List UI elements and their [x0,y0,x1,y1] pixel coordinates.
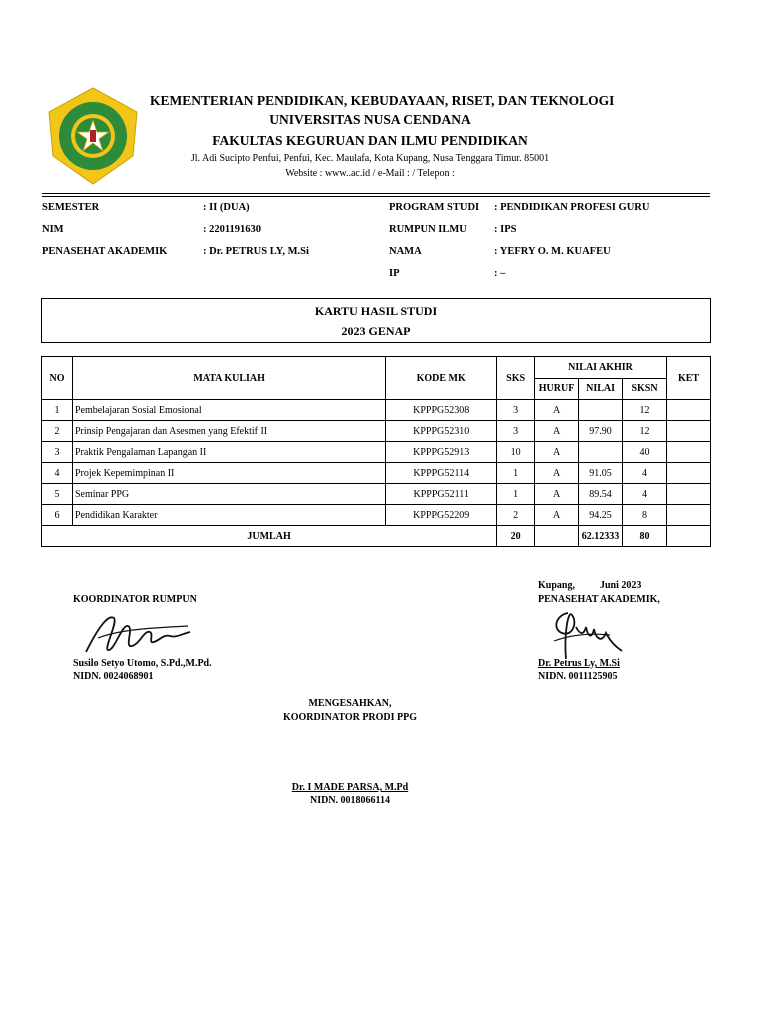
row-code: KPPPG52308 [386,400,497,421]
semester-value: : II (DUA) [203,202,250,213]
row-score [579,400,623,421]
ministry-title: KEMENTERIAN PENDIDIKAN, KEBUDAYAAN, RISET, DAN TEKNOLOGI [150,93,615,108]
program-label: PROGRAM STUDI [389,202,480,213]
total-score: 62.12333 [579,526,623,547]
total-sksn: 80 [623,526,667,547]
header-no: NO [42,357,73,400]
header-final-grade: NILAI AKHIR [535,357,667,379]
row-no: 4 [42,463,73,484]
program-value: : PENDIDIKAN PROFESI GURU [494,202,650,213]
advisor-value: : Dr. PETRUS LY, M.Si [203,246,309,257]
row-score: 94.25 [579,505,623,526]
row-no: 6 [42,505,73,526]
advisor-name: Dr. Petrus Ly, M.Si [538,658,620,669]
coordinator-signature [78,608,198,665]
header-credits: SKS [497,357,535,400]
nim-value: : 2201191630 [203,224,262,235]
approval-title: MENGESAHKAN, [308,698,392,709]
row-sksn: 12 [623,421,667,442]
row-no: 2 [42,421,73,442]
faculty-title: FAKULTAS KEGURUAN DAN ILMU PENDIDIKAN [212,133,528,148]
row-credits: 2 [497,505,535,526]
row-notes [667,505,711,526]
university-title: UNIVERSITAS NUSA CENDANA [269,112,471,127]
title-box [41,298,711,343]
advisor-nidn: NIDN. 0011125905 [538,671,618,682]
total-credits: 20 [497,526,535,547]
grades-table [41,356,711,547]
row-code: KPPPG52114 [386,463,497,484]
row-sksn: 40 [623,442,667,463]
table-row [42,442,711,463]
row-credits: 10 [497,442,535,463]
header-divider [42,193,710,197]
row-course: Projek Kepemimpinan II [72,463,385,484]
row-score: 97.90 [579,421,623,442]
row-credits: 3 [497,400,535,421]
ip-label: IP [389,268,400,279]
university-logo [45,86,141,186]
row-course: Pembelajaran Sosial Emosional [72,400,385,421]
total-letter [535,526,579,547]
total-notes [667,526,711,547]
row-letter: A [535,463,579,484]
semester-label: SEMESTER [42,202,100,213]
coordinator-name: Susilo Setyo Utomo, S.Pd.,M.Pd. [73,658,212,669]
ip-value: : – [494,268,506,279]
document-title: KARTU HASIL STUDI [314,304,438,318]
prodi-coordinator-nidn: NIDN. 0018066114 [309,795,390,806]
nim-label: NIM [42,224,64,235]
row-notes [667,442,711,463]
row-letter: A [535,421,579,442]
row-score: 91.05 [579,463,623,484]
header-code: KODE MK [386,357,497,400]
table-row [42,484,711,505]
prodi-coordinator-name [200,782,500,793]
table-header-row [42,357,711,379]
row-course: Seminar PPG [72,484,385,505]
row-no: 3 [42,442,73,463]
name-label: NAMA [389,246,422,257]
row-sksn: 8 [623,505,667,526]
row-notes [667,463,711,484]
row-code: KPPPG52209 [386,505,497,526]
header-course: MATA KULIAH [72,357,385,400]
row-sksn: 4 [623,463,667,484]
header-notes: KET [667,357,711,400]
place-date: Kupang, Juni 2023 [538,580,642,591]
row-letter: A [535,505,579,526]
advisor-label: PENASEHAT AKADEMIK [42,246,168,257]
row-credits: 1 [497,463,535,484]
row-notes [667,421,711,442]
row-no: 5 [42,484,73,505]
row-letter: A [535,442,579,463]
field-value: : IPS [494,224,517,235]
coordinator-nidn: NIDN. 0024068901 [73,671,154,682]
row-letter: A [535,400,579,421]
contact-line: Website : www..ac.id / e-Mail : / Telepon : [285,168,455,179]
address-line: Jl. Adi Sucipto Penfui, Penfui, Kec. Maulafa, Kota Kupang, Nusa Tenggara Timur. 85001 [190,153,550,164]
advisor-title: PENASEHAT AKADEMIK, [538,594,660,605]
header-score: NILAI [579,378,623,400]
row-code: KPPPG52111 [386,484,497,505]
row-code: KPPPG52913 [386,442,497,463]
row-course: Praktik Pengalaman Lapangan II [72,442,385,463]
row-credits: 3 [497,421,535,442]
table-row [42,463,711,484]
header-letter: HURUF [535,378,579,400]
name-value: : YEFRY O. M. KUAFEU [494,246,611,257]
row-notes [667,484,711,505]
table-row [42,421,711,442]
term-title: 2023 GENAP [341,324,411,338]
row-notes [667,400,711,421]
field-label: RUMPUN ILMU [389,224,467,235]
table-row [42,400,711,421]
row-code: KPPPG52310 [386,421,497,442]
row-letter: A [535,484,579,505]
row-score [579,442,623,463]
row-sksn: 4 [623,484,667,505]
prodi-coordinator-title: KOORDINATOR PRODI PPG [282,712,418,723]
row-credits: 1 [497,484,535,505]
total-row [42,526,711,547]
row-no: 1 [42,400,73,421]
row-score: 89.54 [579,484,623,505]
row-course: Pendidikan Karakter [72,505,385,526]
table-row [42,505,711,526]
row-sksn: 12 [623,400,667,421]
prodi-coordinator-name-text: Dr. I MADE PARSA, M.Pd [291,782,409,793]
header-sksn: SKSN [623,378,667,400]
row-course: Prinsip Pengajaran dan Asesmen yang Efektif II [72,421,385,442]
coordinator-title: KOORDINATOR RUMPUN [73,594,197,605]
total-label: JUMLAH [42,526,497,547]
